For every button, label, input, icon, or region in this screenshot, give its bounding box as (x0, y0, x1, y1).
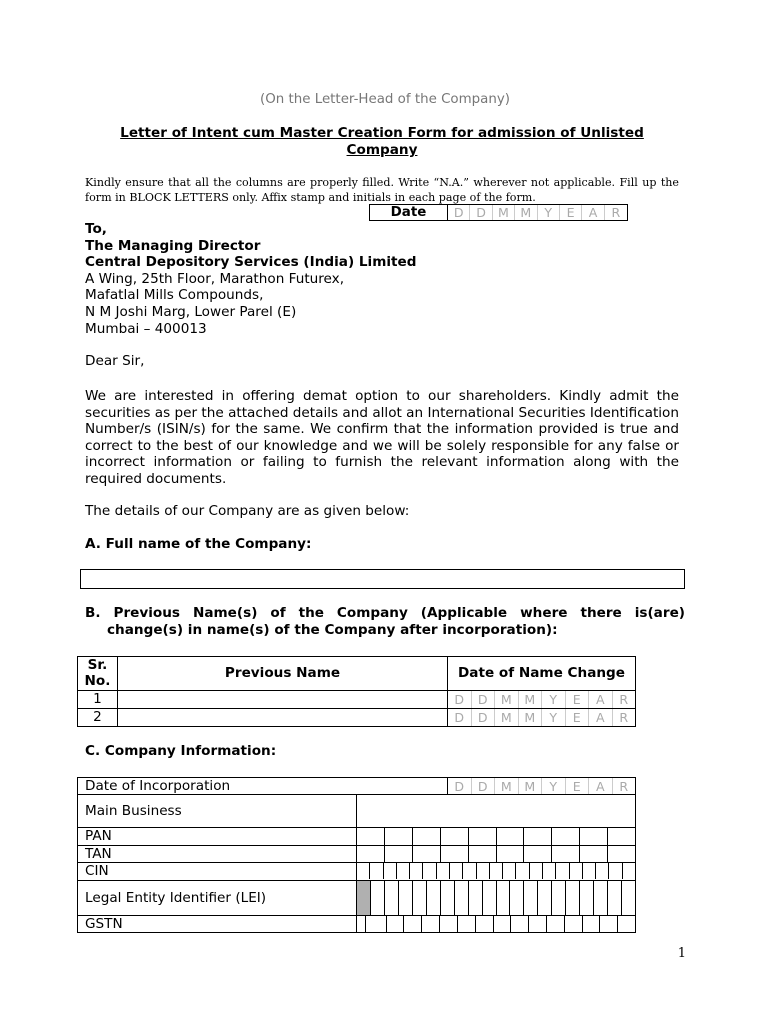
date-change-field[interactable] (448, 691, 636, 709)
company-name-input[interactable] (80, 569, 685, 589)
cin-input[interactable] (357, 863, 636, 880)
date-cell[interactable]: A (589, 778, 613, 794)
gstn-input[interactable] (357, 915, 636, 932)
main-business-label: Main Business (78, 795, 357, 828)
previous-names-table (77, 656, 636, 727)
date-cell[interactable]: M (515, 205, 537, 220)
intent-paragraph: We are interested in offering demat option to our shareholders. Kindly admit the securities as per the attached details and allot an International Securities Identification Number/s (ISIN/s) for the same. We confirm that the information provided is true and correct to the best of our knowledge and we will be solely responsible for any false or incorrect information or failing to furnish the relevant information along with the required documents. (85, 388, 679, 487)
date-cell[interactable]: M (519, 709, 543, 726)
date-cell[interactable]: D (472, 709, 496, 726)
previous-name-input[interactable] (118, 709, 448, 727)
date-cell[interactable]: A (582, 205, 604, 220)
instructions: Kindly ensure that all the columns are properly filled. Write “N.A.” wherever not applicable. Fill up the form in BLOCK LETTERS only. Affix stamp and initials in each page of the form. (85, 176, 679, 204)
date-cell[interactable]: A (589, 709, 613, 726)
date-cell[interactable]: E (566, 778, 590, 794)
date-change-field[interactable] (448, 709, 636, 727)
cin-label: CIN (78, 863, 357, 880)
date-cell[interactable]: M (495, 778, 519, 794)
date-cell[interactable]: E (560, 205, 582, 220)
recipient-address (85, 221, 417, 337)
section-b-title (85, 605, 685, 638)
date-cell[interactable]: R (619, 710, 629, 725)
date-cell[interactable]: M (495, 709, 519, 726)
previous-name-header: Previous Name (118, 657, 448, 691)
date-cell[interactable]: D (448, 205, 470, 220)
address-to: To, (85, 221, 107, 237)
table-row (78, 691, 636, 709)
tan-label: TAN (78, 846, 357, 863)
sr-no-cell: 2 (78, 709, 118, 727)
date-cell[interactable]: Y (542, 691, 566, 708)
date-label: Date (370, 205, 448, 220)
date-cell[interactable]: E (566, 691, 590, 708)
date-cell[interactable]: M (519, 691, 543, 708)
pan-input[interactable] (357, 828, 636, 846)
incorporation-row (78, 778, 636, 795)
company-info-table (77, 777, 636, 933)
details-intro: The details of our Company are as given below: (85, 503, 410, 519)
date-cell[interactable]: A (589, 691, 613, 708)
address-designation: The Managing Director (85, 237, 261, 254)
salutation: Dear Sir, (85, 353, 145, 369)
incorporation-label: Date of Incorporation (85, 778, 231, 794)
address-line: A Wing, 25th Floor, Marathon Futurex, (85, 270, 345, 287)
letterhead-note: (On the Letter-Head of the Company) (259, 92, 510, 107)
address-line: Mafatlal Mills Compounds, (85, 287, 264, 304)
date-cell[interactable]: M (493, 205, 515, 220)
page-number: 1 (677, 946, 686, 961)
sr-no-cell: 1 (78, 691, 118, 709)
section-b-title-line1: B. Previous Name(s) of the Company (Applicable where there is(are) (85, 605, 685, 621)
section-b-title-line2: change(s) in name(s) of the Company after incorporation): (107, 621, 558, 638)
gstn-label: GSTN (78, 915, 357, 932)
form-title-line2: Company (346, 141, 418, 158)
lei-label: Legal Entity Identifier (LEI) (78, 880, 357, 915)
pan-label: PAN (78, 828, 357, 846)
sr-no-header: Sr. No. (78, 657, 118, 691)
date-cell[interactable]: D (448, 709, 472, 726)
address-line: N M Joshi Marg, Lower Parel (E) (85, 303, 297, 320)
date-cell[interactable]: D (448, 778, 472, 794)
date-cell[interactable]: Y (542, 709, 566, 726)
address-line: Mumbai – 400013 (85, 320, 207, 337)
form-title-line1: Letter of Intent cum Master Creation Form for admission of Unlisted (120, 125, 644, 141)
table-row (78, 709, 636, 727)
section-a-title: A. Full name of the Company: (85, 536, 312, 552)
address-organization: Central Depository Services (India) Limited (85, 254, 417, 271)
date-cell[interactable]: M (519, 778, 543, 794)
date-cell[interactable]: R (611, 205, 621, 220)
date-field[interactable] (369, 204, 628, 221)
date-cell[interactable]: D (472, 691, 496, 708)
date-cell[interactable]: Y (542, 778, 566, 794)
date-cell[interactable]: M (495, 691, 519, 708)
date-cell[interactable]: Y (538, 205, 560, 220)
main-business-input[interactable] (357, 795, 636, 828)
date-cell[interactable]: R (619, 692, 629, 707)
date-cell[interactable]: D (448, 691, 472, 708)
date-cell[interactable]: D (470, 205, 492, 220)
previous-name-input[interactable] (118, 691, 448, 709)
date-cell[interactable]: E (566, 709, 590, 726)
form-title (100, 125, 664, 159)
date-change-header: Date of Name Change (448, 657, 636, 691)
date-cell[interactable]: D (472, 778, 496, 794)
tan-input[interactable] (357, 846, 636, 863)
incorporation-date-field[interactable] (447, 778, 635, 794)
lei-input[interactable] (357, 880, 636, 915)
section-c-title: C. Company Information: (85, 743, 277, 759)
date-cell[interactable]: R (619, 779, 629, 794)
